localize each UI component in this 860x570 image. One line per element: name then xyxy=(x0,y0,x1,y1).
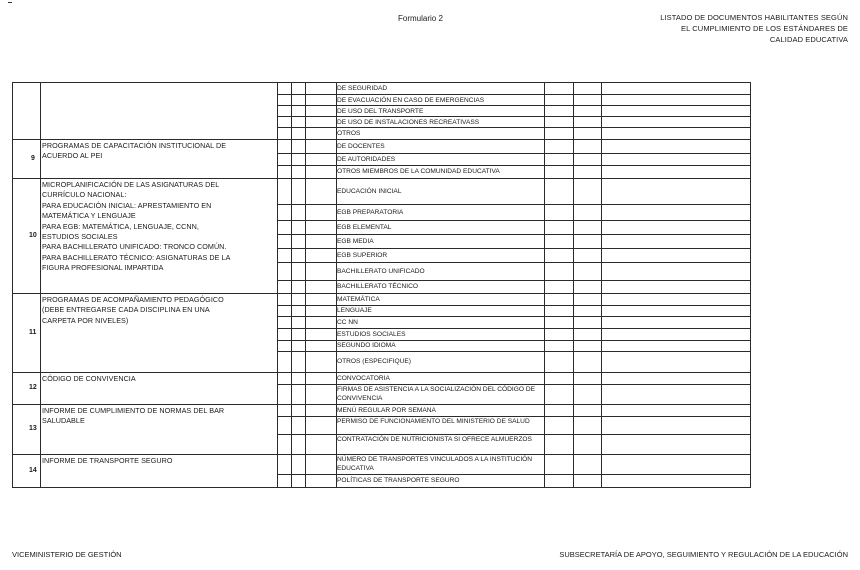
table-rule xyxy=(277,248,751,249)
detail-item: POLÍTICAS DE TRANSPORTE SEGURO xyxy=(337,477,460,484)
table-rule xyxy=(277,105,751,106)
row-number: 12 xyxy=(29,384,37,391)
title-line: LISTADO DE DOCUMENTOS HABILITANTES SEGÚN xyxy=(660,13,848,22)
detail-item: DE USO DE INSTALACIONES RECREATIVASS xyxy=(337,119,480,126)
table-rule xyxy=(277,127,751,128)
corner-mark xyxy=(8,2,12,3)
table-rule xyxy=(277,220,751,221)
detail-item: PERMISO DE FUNCIONAMIENTO DEL MINISTERIO DE SALUD xyxy=(337,418,530,425)
concept-line: PROGRAMAS DE ACOMPAÑAMIENTO PEDAGÓGICO xyxy=(42,295,224,304)
table-rule xyxy=(277,262,751,263)
document-title xyxy=(618,12,848,45)
row-number: 14 xyxy=(29,466,37,474)
detail-item: DE USO DEL TRANSPORTE xyxy=(337,108,424,115)
table-rule xyxy=(12,82,751,83)
table-rule xyxy=(277,474,751,475)
detail-item: EDUCACIÓN INICIAL xyxy=(337,187,402,195)
detail-item: CONTRATACIÓN DE NUTRICIONISTA SI OFRECE ALMUERZOS xyxy=(337,436,532,443)
detail-item: CONVOCATORIA xyxy=(337,374,390,382)
concept-line: (DEBE ENTREGARSE CADA DISCIPLINA EN UNA xyxy=(42,305,210,315)
detail-item: OTROS MIEMBROS DE LA COMUNIDAD EDUCATIVA xyxy=(337,168,500,175)
detail-item: CC NN xyxy=(337,318,358,326)
concept-line: ESTUDIOS SOCIALES xyxy=(42,232,118,241)
detail-item: OTROS (ESPECIFIQUE) xyxy=(337,358,412,365)
form-label: Formulario 2 xyxy=(398,14,443,23)
concept-line: PARA EGB: MATEMÁTICA, LENGUAJE, CCNN, xyxy=(42,221,199,231)
concept-line: CURRÍCULO NACIONAL: xyxy=(42,190,127,200)
table-rule xyxy=(277,234,751,235)
detail-item: MATEMÁTICA xyxy=(337,295,380,303)
footer-subsecretariat: SUBSECRETARÍA DE APOYO, SEGUIMIENTO Y REGULACIÓN DE LA EDUCACIÓN xyxy=(559,550,848,559)
table-rule xyxy=(544,82,545,487)
detail-item: EGB SUPERIOR xyxy=(337,251,388,259)
row-number: 10 xyxy=(29,231,37,239)
detail-item: DE EVACUACIÓN EN CASO DE EMERGENCIAS xyxy=(337,97,485,104)
detail-item: LENGUAJE xyxy=(337,307,372,314)
table-rule xyxy=(12,178,751,179)
detail-item: SEGUNDO IDIOMA xyxy=(337,342,396,349)
concept-line: ACUERDO AL PEI xyxy=(42,151,103,161)
table-rule xyxy=(291,82,292,487)
table-rule xyxy=(573,82,574,487)
detail-item: DE SEGURIDAD xyxy=(337,85,388,92)
detail-item: BACHILLERATO UNIFICADO xyxy=(337,267,425,275)
table-rule xyxy=(305,82,306,487)
detail-item: BACHILLERATO TÉCNICO xyxy=(337,283,418,290)
table-rule xyxy=(277,351,751,352)
concept-line: MICROPLANIFICACIÓN DE LAS ASIGNATURAS DEL xyxy=(42,180,220,189)
detail-item: DE DOCENTES xyxy=(337,142,385,150)
title-line: EL CUMPLIMIENTO DE LOS ESTÁNDARES DE xyxy=(681,24,848,33)
concept-line: INFORME DE TRANSPORTE SEGURO xyxy=(42,456,173,465)
detail-item: EGB ELEMENTAL xyxy=(337,223,392,231)
row-number: 11 xyxy=(29,328,37,336)
table-rule xyxy=(277,165,751,166)
concept-line: MATEMÁTICA Y LENGUAJE xyxy=(42,211,136,221)
concept-line: PROGRAMAS DE CAPACITACIÓN INSTITUCIONAL DE xyxy=(42,141,227,150)
table-rule xyxy=(40,82,41,487)
concept-line: CÓDIGO DE CONVIVENCIA xyxy=(42,374,136,383)
concept-line: CARPETA POR NIVELES) xyxy=(42,315,129,325)
concept-line: PARA BACHILLERATO TÉCNICO: ASIGNATURAS DE LA xyxy=(42,252,231,262)
concept-line: FIGURA PROFESIONAL IMPARTIDA xyxy=(42,263,164,273)
detail-item: MENÚ REGULAR POR SEMANA xyxy=(337,406,436,414)
table-rule xyxy=(277,94,751,95)
detail-item: NÚMERO DE TRANSPORTES VINCULADOS A LA INSTITUCIÓN EDUCATIVA xyxy=(337,456,533,472)
concept-line: PARA EDUCACIÓN INICIAL: APRESTAMIENTO EN xyxy=(42,200,212,210)
detail-item: OTROS xyxy=(337,130,361,137)
table-rule xyxy=(12,139,751,140)
concept-line: INFORME DE CUMPLIMIENTO DE NORMAS DEL BAR xyxy=(42,406,225,415)
table-rule xyxy=(277,280,751,281)
detail-item: DE AUTORIDADES xyxy=(337,155,396,163)
table-rule xyxy=(12,82,13,487)
table-rule xyxy=(12,487,751,488)
footer-ministry: VICEMINISTERIO DE GESTIÓN xyxy=(12,550,122,559)
table-rule xyxy=(277,82,278,487)
concept-line: PARA BACHILLERATO UNIFICADO: TRONCO COMÚN. xyxy=(42,242,227,252)
detail-item: ESTUDIOS SOCIALES xyxy=(337,330,406,338)
row-number: 13 xyxy=(29,425,37,432)
concept-line: SALUDABLE xyxy=(42,416,85,426)
title-line: CALIDAD EDUCATIVA xyxy=(769,35,848,44)
row-number: 9 xyxy=(31,154,35,162)
table-rule xyxy=(750,82,751,487)
table-rule xyxy=(277,116,751,117)
detail-item: FIRMAS DE ASISTENCIA A LA SOCIALIZACIÓN DEL CÓDIGO DE CONVIVENCIA xyxy=(337,386,535,402)
detail-item: EGB MEDIA xyxy=(337,237,374,245)
table-rule xyxy=(601,82,602,487)
table-rule xyxy=(277,204,751,205)
detail-item: EGB PREPARATORIA xyxy=(337,208,404,216)
